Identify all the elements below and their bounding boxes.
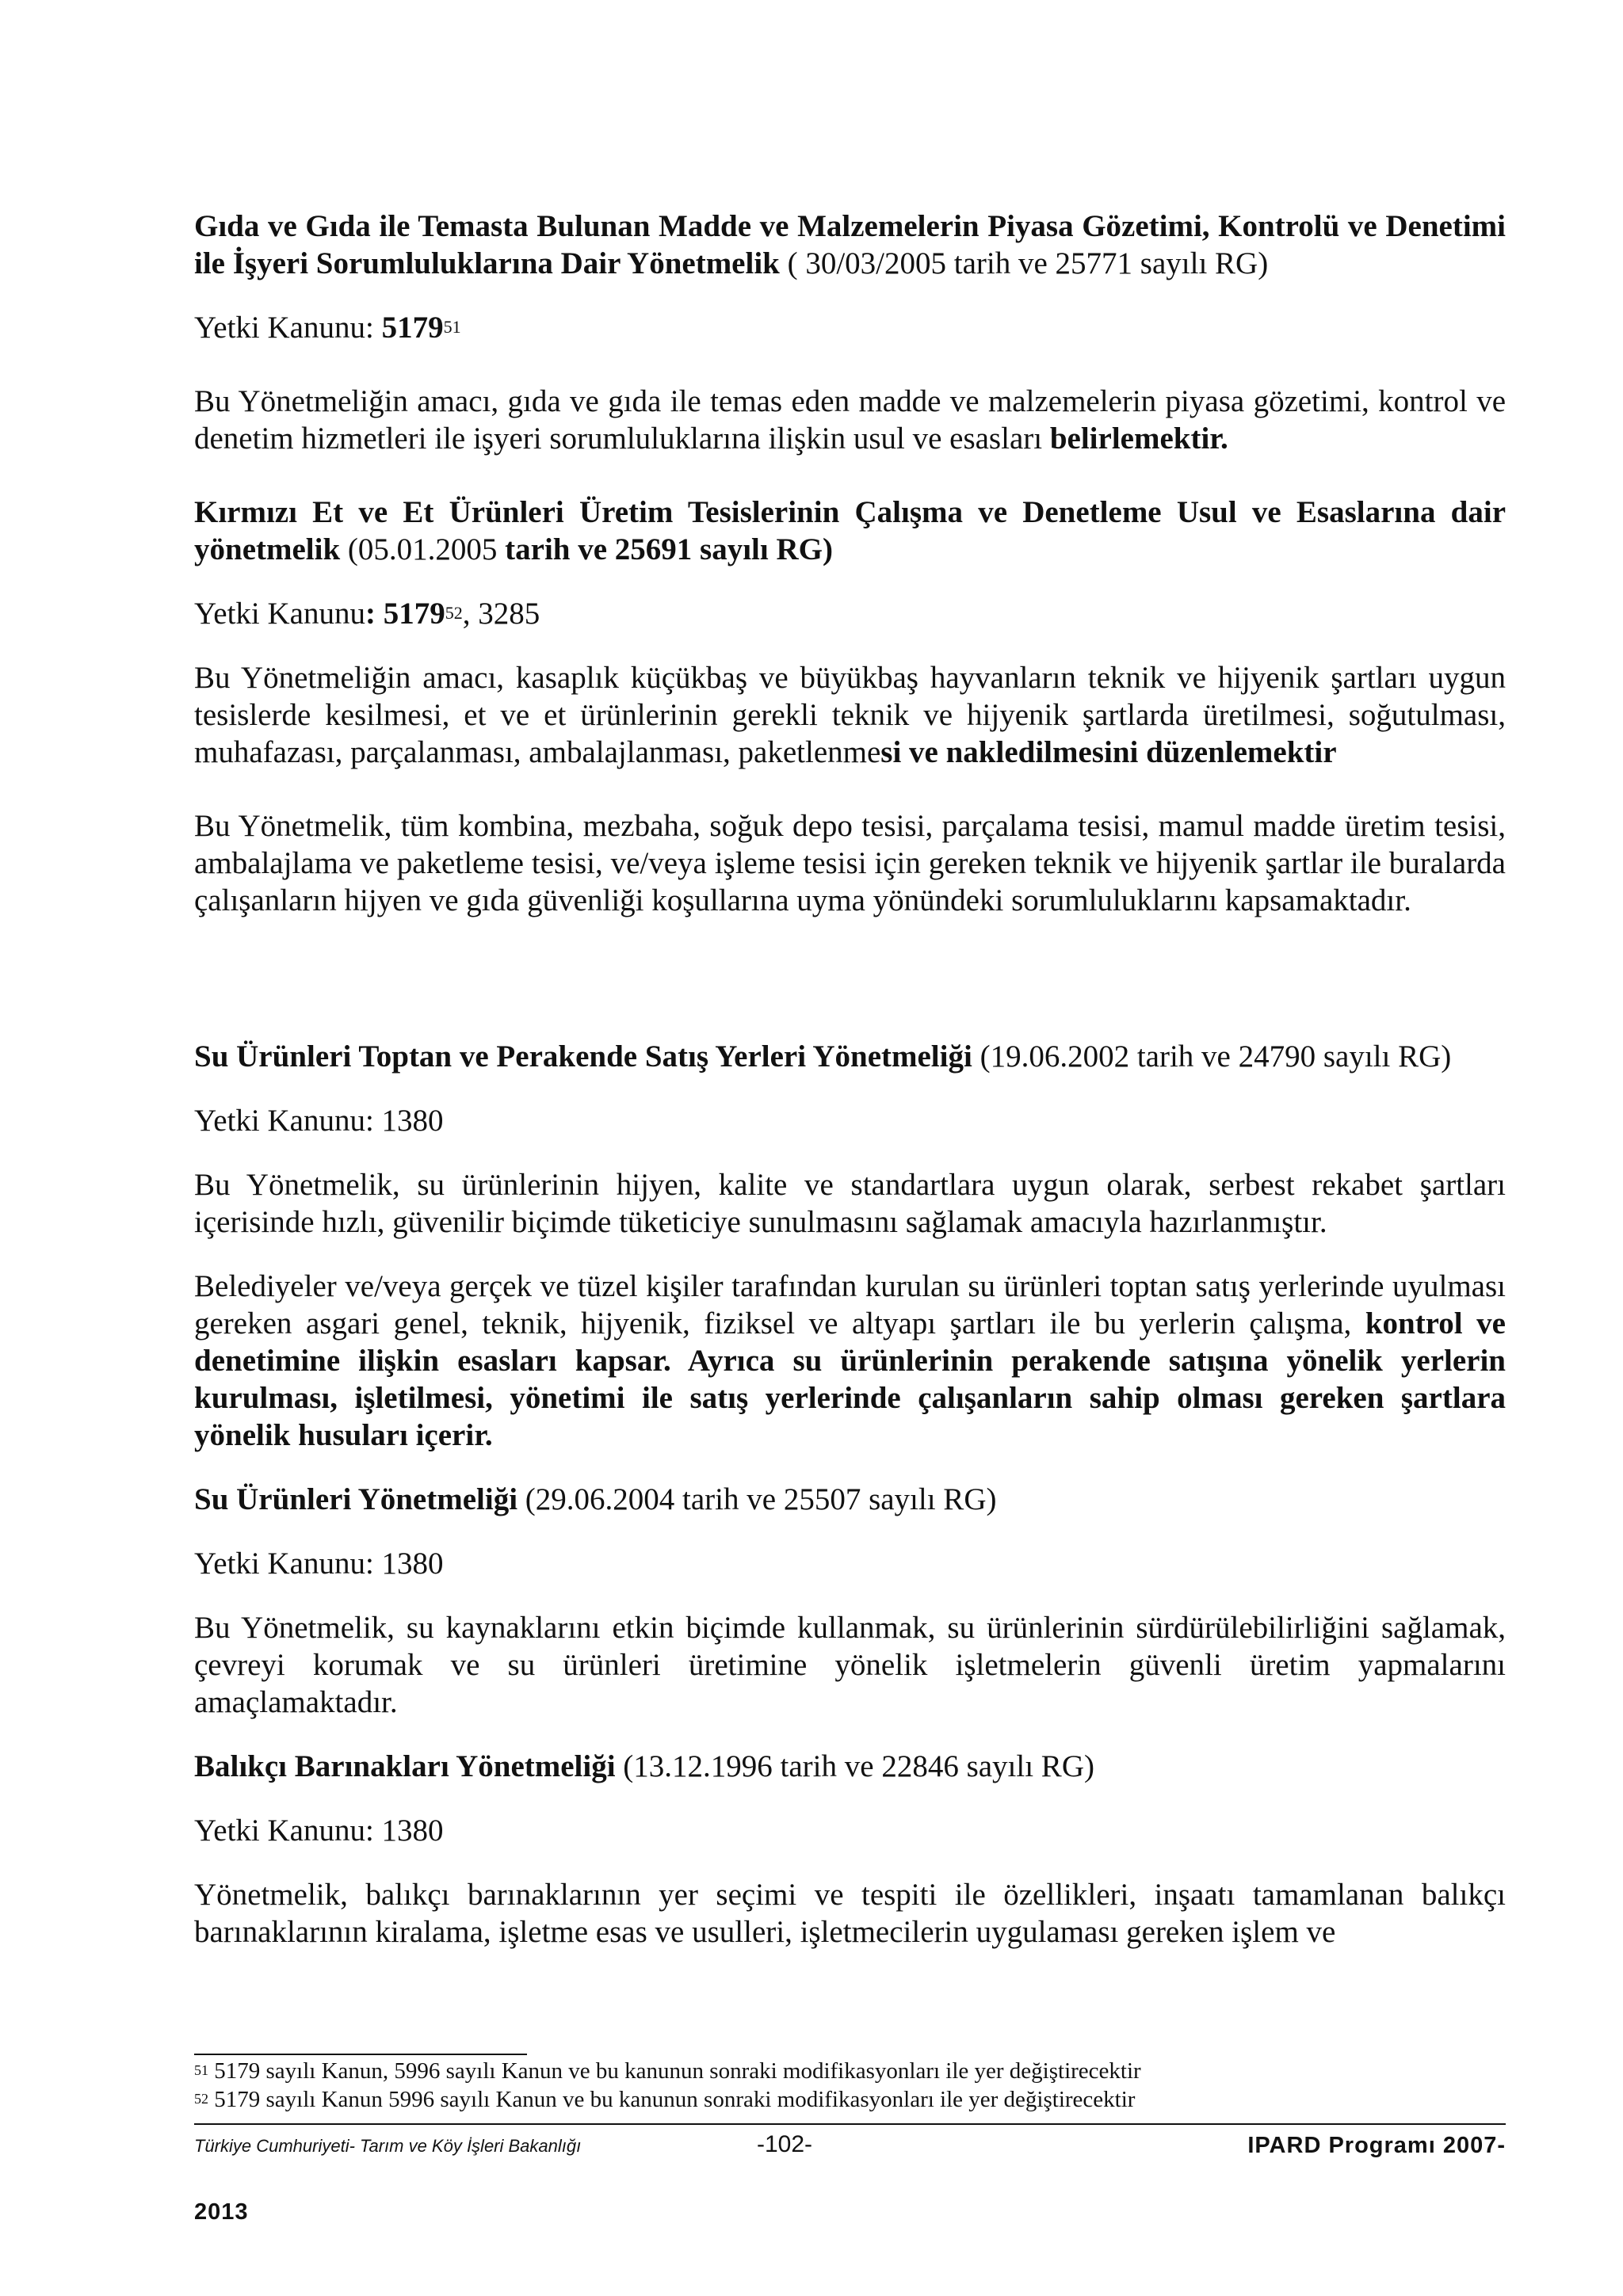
section-title <box>194 1038 1506 1075</box>
section-title <box>194 208 1506 282</box>
section-paragraph: Yönetmelik, balıkçı barınaklarının yer seçimi ve tespiti ile özellikleri, inşaatı tamamlanan balıkçı barınaklarının kiralama, işletme esas ve usulleri, işletmecilerin uygulaması gereken işlem ve <box>194 1878 1506 1949</box>
regulation-date: (05.01.2005 <box>340 532 506 566</box>
authority-law: Yetki Kanunu: 1380 <box>194 1814 444 1848</box>
regulation-name: Su Ürünleri Toptan ve Perakende Satış Yerleri Yönetmeliği <box>194 1039 972 1074</box>
section-paragraph: Bu Yönetmelik, su kaynaklarını etkin biçimde kullanmak, su ürünlerinin sürdürülebilirliğini sağlamak, çevreyi korumak ve su ürünleri üretimine yönelik işletmelerin güvenli üretim yapmalarını amaçlamaktadır. <box>194 1611 1506 1719</box>
section-paragraph <box>194 659 1506 771</box>
paragraph-bold-text: kontrol ve denetimine ilişkin esasları kapsar. Ayrıca su ürünlerinin perakende satışına yönelik yerlerin kurulması, işletilmesi, yönetimi ile satış yerlerinde çalışanların sahip olması gereken şartlara yönelik husuları içerir. <box>194 1306 1506 1452</box>
regulation-date: ( 30/03/2005 tarih ve 25771 sayılı RG) <box>779 246 1269 280</box>
footer-program: IPARD Programı 2007- <box>1247 2133 1506 2158</box>
footnote-ref[interactable]: 52 <box>445 603 463 623</box>
document-body <box>194 208 1506 1951</box>
footer-separator <box>194 2123 1506 2125</box>
regulation-date: (19.06.2002 tarih ve 24790 sayılı RG) <box>972 1039 1452 1074</box>
regulation-name: Gıda ve Gıda ile Temasta Bulunan Madde ve Malzemelerin Piyasa Gözetimi, Kontrolü ve Denetimi ile İşyeri Sorumluluklarına Dair Yönetmelik <box>194 209 1506 280</box>
authority-number: : 5179 <box>365 597 445 631</box>
regulation-date: (13.12.1996 tarih ve 22846 sayılı RG) <box>615 1749 1094 1783</box>
section-title <box>194 1481 1506 1518</box>
page-number: -102- <box>757 2131 813 2157</box>
regulation-name: Kırmızı Et ve Et Ürünleri Üretim Tesislerinin Çalışma ve Denetleme Usul ve Esaslarına dair yönetmelik <box>194 495 1506 566</box>
regulation-name: Balıkçı Barınakları Yönetmeliği <box>194 1749 616 1783</box>
footnote <box>194 2085 1506 2114</box>
authority-law: Yetki Kanunu: 1380 <box>194 1547 444 1581</box>
authority-law <box>194 309 1506 346</box>
footnote-number: 52 <box>194 2091 208 2107</box>
paragraph-text: Bu Yönetmeliğin amacı, gıda ve gıda ile temas eden madde ve malzemelerin piyasa gözetimi, kontrol ve denetim hizmetleri ile işyeri sorumluluklarına ilişkin usul ve esasları <box>194 384 1506 456</box>
regulation-date-bold: tarih ve 25691 sayılı RG) <box>505 532 833 566</box>
authority-law: Yetki Kanunu: 1380 <box>194 1104 444 1138</box>
authority-label: Yetki Kanunu: <box>194 311 382 345</box>
authority-label: Yetki Kanunu <box>194 597 365 631</box>
authority-rest: , 3285 <box>462 597 540 631</box>
paragraph-text: Bu Yönetmeliğin amacı, kasaplık küçükbaş ve büyükbaş hayvanların teknik ve hijyenik şartları uygun tesislerde kesilmesi, et ve et ürünlerinin gerekli teknik ve hijyenik şartlarda üretilmesi, soğutulması, muhafazası, parçalanması, ambalajlanması, paketlenme <box>194 661 1506 769</box>
footnote-ref[interactable]: 51 <box>443 317 461 337</box>
paragraph-text: Belediyeler ve/veya gerçek ve tüzel kişiler tarafından kurulan su ürünleri toptan satış yerlerinde uyulması gereken asgari genel, teknik, hijyenik, fiziksel ve altyapı şartları ile bu yerlerin çalışma, <box>194 1269 1506 1341</box>
footnote-text: 5179 sayılı Kanun, 5996 sayılı Kanun ve bu kanunun sonraki modifikasyonları ile yer değiştirecektir <box>208 2058 1141 2084</box>
footer-program-year: 2013 <box>194 2199 249 2225</box>
section-title <box>194 1748 1506 1785</box>
regulation-date: (29.06.2004 tarih ve 25507 sayılı RG) <box>517 1482 997 1516</box>
paragraph-bold-text: si ve nakledilmesini düzenlemektir <box>880 735 1337 769</box>
section-paragraph: Bu Yönetmelik, su ürünlerinin hijyen, kalite ve standartlara uygun olarak, serbest rekabet şartları içerisinde hızlı, güvenilir biçimde tüketiciye sunulmasını sağlamak amacıyla hazırlanmıştır. <box>194 1168 1506 1239</box>
paragraph-bold-text: belirlemektir. <box>1049 421 1228 456</box>
section-paragraph <box>194 383 1506 457</box>
section-title <box>194 494 1506 568</box>
footnotes <box>194 2057 1506 2114</box>
page-footer <box>194 2131 1506 2179</box>
footer-ministry: Türkiye Cumhuriyeti- Tarım ve Köy İşleri Bakanlığı <box>194 2136 582 2156</box>
authority-law <box>194 595 1506 632</box>
regulation-name: Su Ürünleri Yönetmeliği <box>194 1482 518 1516</box>
footnote <box>194 2057 1506 2085</box>
section-paragraph <box>194 1268 1506 1454</box>
authority-number: 5179 <box>381 311 444 345</box>
footnote-text: 5179 sayılı Kanun 5996 sayılı Kanun ve bu kanunun sonraki modifikasyonları ile yer değiştirecektir <box>208 2087 1136 2112</box>
footnote-number: 51 <box>194 2062 208 2078</box>
section-paragraph: Bu Yönetmelik, tüm kombina, mezbaha, soğuk depo tesisi, parçalama tesisi, mamul madde üretim tesisi, ambalajlama ve paketleme tesisi, ve/veya işleme tesisi için gereken teknik ve hijyenik şartlar ile buralarda çalışanların hijyen ve gıda güvenliği koşullarına uyma yönündeki sorumluluklarını kapsamaktadır. <box>194 809 1506 917</box>
footnote-separator <box>194 2054 527 2055</box>
